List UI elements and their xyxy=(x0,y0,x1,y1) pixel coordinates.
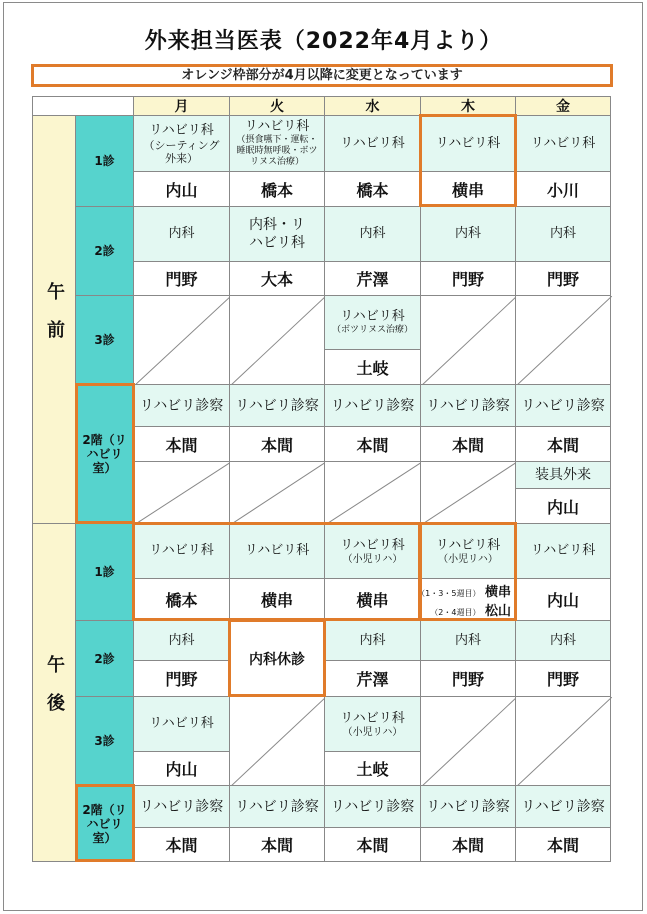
notice-banner: オレンジ枠部分が4月以降に変更となっています xyxy=(31,64,613,87)
am1-fri-dept: リハビリ科 xyxy=(515,115,611,172)
am4-thu-dept: リハビリ診察 xyxy=(420,384,516,427)
am3-wed-dept xyxy=(324,295,421,350)
am2-tue-doc: 大本 xyxy=(229,261,325,296)
dept-note: （小児リハ） xyxy=(342,726,403,738)
pm4-tue-dept: リハビリ診察 xyxy=(229,785,325,828)
day-header-thu: 木 xyxy=(420,96,516,116)
pm3-thu-empty xyxy=(420,696,516,786)
dept-label: リハビリ科 xyxy=(149,122,214,138)
am3-tue-empty xyxy=(229,295,325,385)
pm2-mon-doc: 門野 xyxy=(133,660,230,697)
doctor-name-2: 松山 xyxy=(484,603,511,619)
am2-mon-dept: 内科 xyxy=(133,206,230,262)
dept-label: リハビリ科 xyxy=(340,537,405,553)
am4-fri-dept: リハビリ診察 xyxy=(515,384,611,427)
pm4-mon-doc: 本間 xyxy=(133,827,230,862)
period-pm-label: 午後 xyxy=(44,654,65,731)
am-slot-2: 2診 xyxy=(75,206,134,296)
pm3-mon-doc: 内山 xyxy=(133,751,230,786)
pm2-thu-doc: 門野 xyxy=(420,660,516,697)
week-label-1: （1・3・5週目） xyxy=(417,588,481,598)
dept-note: （小児リハ） xyxy=(342,553,403,565)
pm4-thu-doc: 本間 xyxy=(420,827,516,862)
pm3-mon-dept: リハビリ科 xyxy=(133,696,230,752)
am4-wed-dept: リハビリ診察 xyxy=(324,384,421,427)
pm3-fri-empty xyxy=(515,696,611,786)
period-am-label: 午前 xyxy=(44,281,65,358)
pm1-fri-doc: 内山 xyxy=(515,578,611,621)
am2-wed-dept: 内科 xyxy=(324,206,421,262)
pm1-tue-dept: リハビリ科 xyxy=(229,523,325,579)
pm3-wed-doc: 土岐 xyxy=(324,751,421,786)
am4b-fri-dept: 装具外来 xyxy=(515,461,611,489)
pm1-fri-dept: リハビリ科 xyxy=(515,523,611,579)
pm4-fri-dept: リハビリ診察 xyxy=(515,785,611,828)
am2-thu-dept: 内科 xyxy=(420,206,516,262)
day-header-tue: 火 xyxy=(229,96,325,116)
am4b-wed-empty xyxy=(324,461,421,524)
am4-fri-doc: 本間 xyxy=(515,426,611,462)
am1-fri-doc: 小川 xyxy=(515,171,611,207)
period-am xyxy=(32,115,76,524)
am4-tue-doc: 本間 xyxy=(229,426,325,462)
pm2-fri-doc: 門野 xyxy=(515,660,611,697)
am4b-tue-empty xyxy=(229,461,325,524)
day-header-mon: 月 xyxy=(133,96,230,116)
am-slot-3: 3診 xyxy=(75,295,134,385)
pm-slot-1: 1診 xyxy=(75,523,134,621)
day-header-fri: 金 xyxy=(515,96,611,116)
dept-label: リハビリ科 xyxy=(435,537,501,553)
pm2-fri-dept: 内科 xyxy=(515,620,611,661)
am4b-thu-empty xyxy=(420,461,516,524)
pm1-tue-doc: 横串 xyxy=(229,578,325,621)
pm-slot-4: 2階（リハビリ室） xyxy=(75,785,134,862)
day-header-wed: 水 xyxy=(324,96,421,116)
pm2-tue-closed: 内科休診 xyxy=(229,620,325,697)
am1-wed-dept: リハビリ科 xyxy=(324,115,421,172)
am2-fri-doc: 門野 xyxy=(515,261,611,296)
pm-slot-2: 2診 xyxy=(75,620,134,697)
dept-label: リハビリ科 xyxy=(244,119,310,134)
am4-wed-doc: 本間 xyxy=(324,426,421,462)
dept-note: （小児リハ） xyxy=(438,553,498,565)
am4-tue-dept: リハビリ診察 xyxy=(229,384,325,427)
am2-fri-dept: 内科 xyxy=(515,206,611,262)
am4-thu-doc: 本間 xyxy=(420,426,516,462)
header-corner xyxy=(32,96,134,116)
pm4-wed-doc: 本間 xyxy=(324,827,421,862)
am1-wed-doc: 橋本 xyxy=(324,171,421,207)
am3-fri-empty xyxy=(515,295,611,385)
dept-note: （ボツリヌス治療） xyxy=(331,325,413,335)
dept-label: リハビリ科 xyxy=(340,710,405,726)
am1-tue-dept xyxy=(229,115,325,172)
week-label-2: （2・4週目） xyxy=(430,607,481,617)
pm4-mon-dept: リハビリ診察 xyxy=(133,785,230,828)
pm1-mon-dept: リハビリ科 xyxy=(133,523,230,579)
dept-label: リハビリ科 xyxy=(340,309,405,324)
pm3-tue-empty xyxy=(229,696,325,786)
am3-thu-empty xyxy=(420,295,516,385)
dept-note: （摂食嚥下・運転・睡眠時無呼吸・ボツリヌス治療） xyxy=(236,135,318,167)
am1-mon-dept xyxy=(133,115,230,172)
pm2-wed-doc: 芹澤 xyxy=(324,660,421,697)
am1-thu-dept: リハビリ科 xyxy=(420,115,516,172)
am1-tue-doc: 橋本 xyxy=(229,171,325,207)
pm4-tue-doc: 本間 xyxy=(229,827,325,862)
pm1-wed-doc: 横串 xyxy=(324,578,421,621)
week-note-1 xyxy=(417,581,511,600)
am2-mon-doc: 門野 xyxy=(133,261,230,296)
am4-mon-doc: 本間 xyxy=(133,426,230,462)
pm4-fri-doc: 本間 xyxy=(515,827,611,862)
pm1-wed-dept xyxy=(324,523,421,579)
am4-mon-dept: リハビリ診察 xyxy=(133,384,230,427)
pm4-thu-dept: リハビリ診察 xyxy=(420,785,516,828)
am1-thu-doc: 横串 xyxy=(420,171,516,207)
am-slot-4: 2階（リハビリ室） xyxy=(75,384,134,524)
page-title: 外来担当医表（2022年4月より） xyxy=(144,29,503,54)
am4b-fri-doc: 内山 xyxy=(515,488,611,524)
am3-mon-empty xyxy=(133,295,230,385)
am2-thu-doc: 門野 xyxy=(420,261,516,296)
period-pm xyxy=(32,523,76,862)
pm3-wed-dept xyxy=(324,696,421,752)
am4b-mon-empty xyxy=(133,461,230,524)
pm-slot-3: 3診 xyxy=(75,696,134,786)
am1-mon-doc: 内山 xyxy=(133,171,230,207)
week-note-2 xyxy=(430,600,511,619)
pm2-wed-dept: 内科 xyxy=(324,620,421,661)
pm2-thu-dept: 内科 xyxy=(420,620,516,661)
pm4-wed-dept: リハビリ診察 xyxy=(324,785,421,828)
pm1-thu-dept xyxy=(420,523,516,579)
dept-note: （シーティング外来） xyxy=(143,138,220,165)
pm1-mon-doc: 橋本 xyxy=(133,578,230,621)
am-slot-1: 1診 xyxy=(75,115,134,207)
am2-tue-dept: 内科・リハビリ科 xyxy=(229,206,325,262)
pm1-thu-doc xyxy=(417,578,516,621)
am3-wed-doc: 土岐 xyxy=(324,349,421,385)
pm2-mon-dept: 内科 xyxy=(133,620,230,661)
doctor-name-1: 横串 xyxy=(484,584,511,600)
am2-wed-doc: 芹澤 xyxy=(324,261,421,296)
